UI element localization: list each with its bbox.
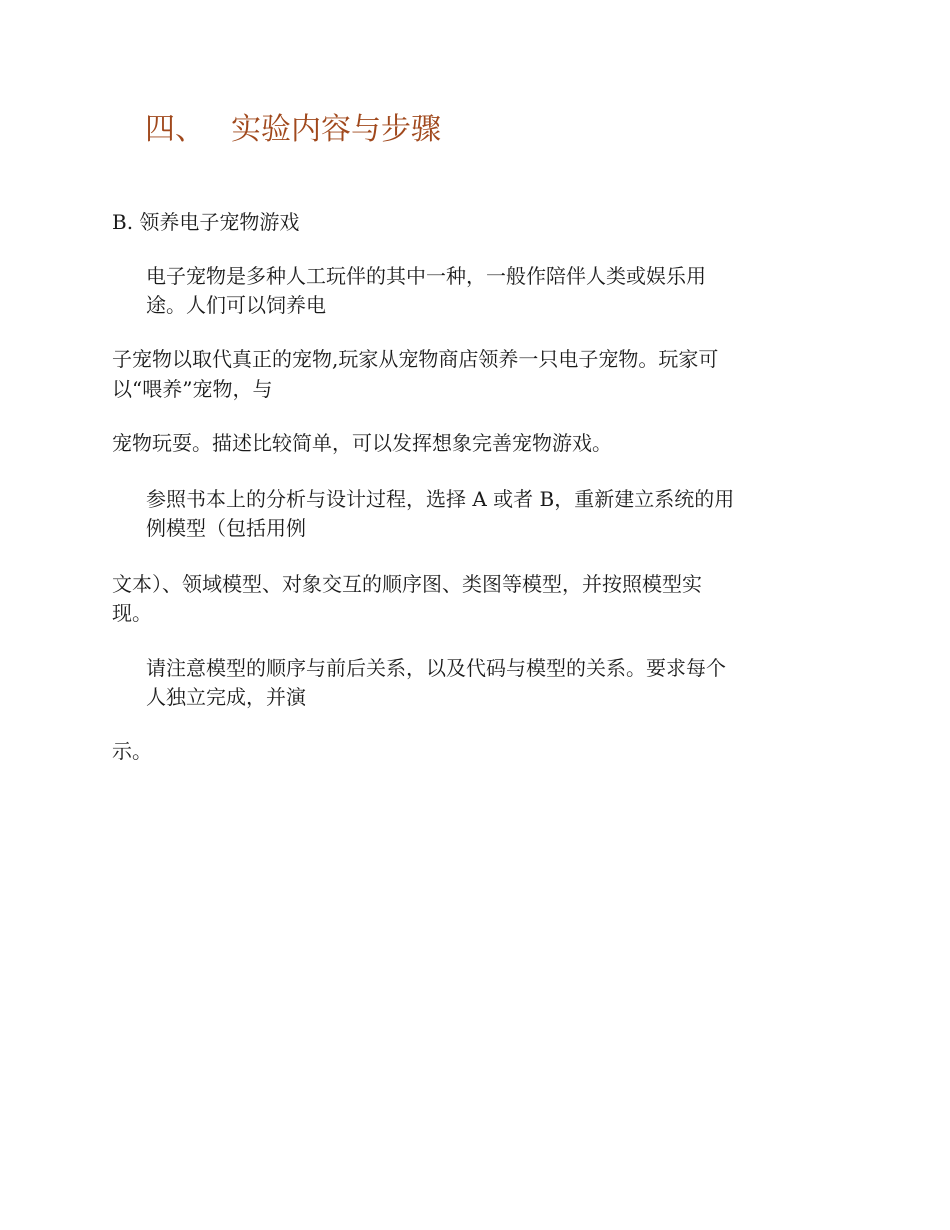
section-number: 四、 (145, 112, 205, 147)
paragraph-5-line-1: 文本）、领域模型、对象交互的顺序图、类图等模型，并按照模型实 (112, 572, 702, 596)
paragraph-2-line-1: 子宠物以取代真正的宠物,玩家从宠物商店领养一只电子宠物。玩家可 (112, 347, 719, 371)
paragraph-6-line-1: 请注意模型的顺序与前后关系，以及代码与模型的关系。要求每个 (146, 656, 726, 680)
paragraph-5-line-2: 现。 (112, 601, 152, 625)
paragraph-2-line-2: 以“喂养”宠物，与 (112, 377, 273, 401)
paragraph-4-line-2: 例模型（包括用例 (146, 516, 306, 540)
paragraph-1-line-2: 途。人们可以饲养电 (146, 293, 326, 317)
paragraph-4-line-1: 参照书本上的分析与设计过程，选择 A 或者 B，重新建立系统的用 (146, 487, 735, 511)
paragraph-7-line-1: 示。 (112, 739, 152, 763)
section-title: 实验内容与步骤 (231, 112, 441, 147)
paragraph-3-line-1: 宠物玩耍。描述比较简单，可以发挥想象完善宠物游戏。 (112, 431, 612, 455)
paragraph-1-line-1: 电子宠物是多种人工玩伴的其中一种，一般作陪伴人类或娱乐用 (146, 264, 706, 288)
section-heading (145, 108, 441, 152)
subsection-heading: B. 领养电子宠物游戏 (112, 210, 300, 234)
paragraph-6-line-2: 人独立完成，并演 (146, 685, 306, 709)
